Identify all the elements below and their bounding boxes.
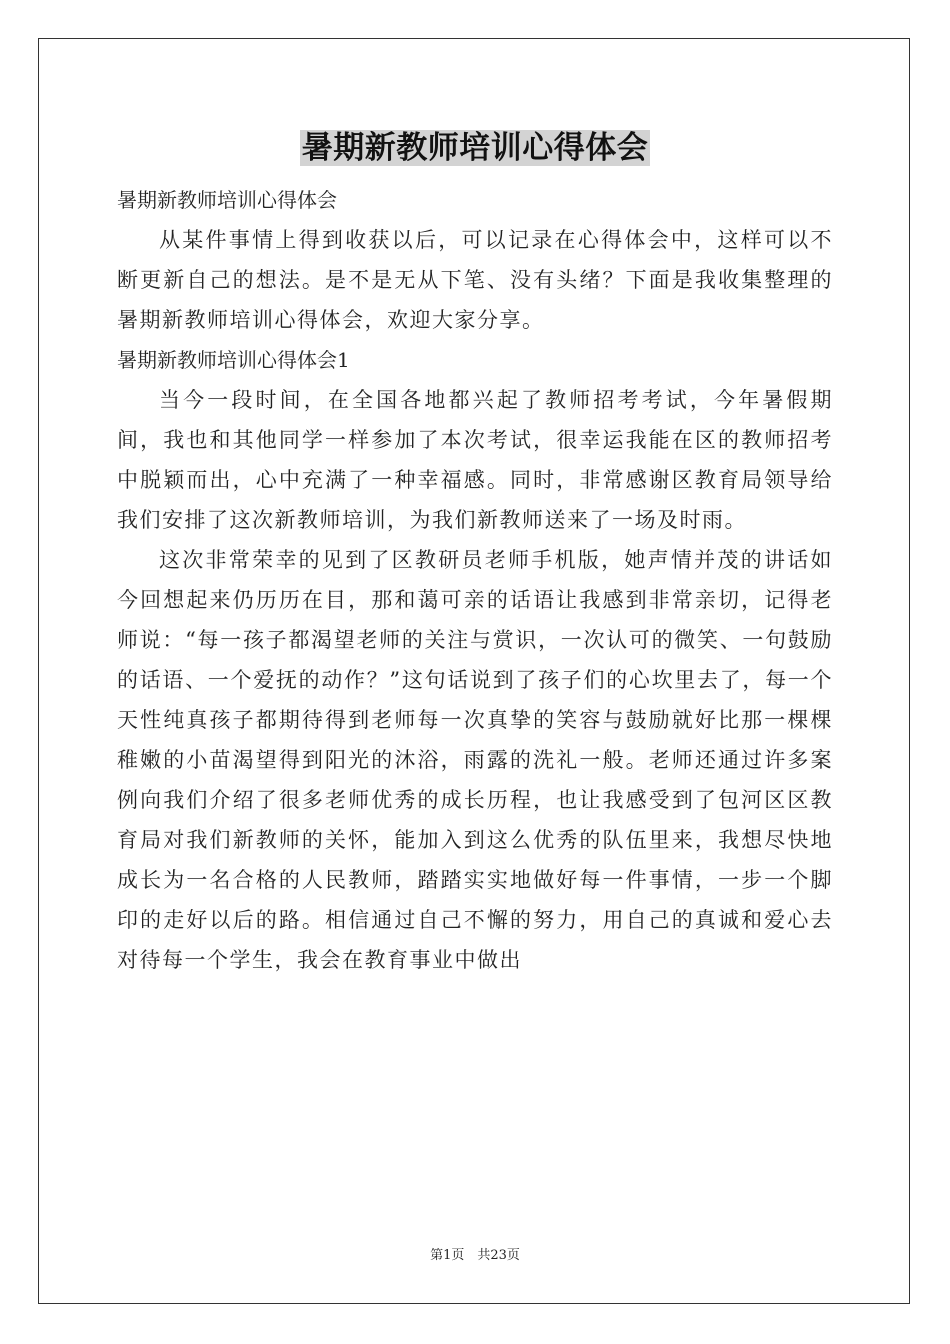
document-title-wrap <box>0 126 950 170</box>
heading-2: 暑期新教师培训心得体会1 <box>117 348 350 372</box>
body-paragraph-2: 这次非常荣幸的见到了区教研员老师手机版，她声情并茂的讲话如今回想起来仍历历在目，那和蔼可亲的话语让我感到非常亲切，记得老师说：“每一孩子都渴望老师的关注与赏识，一次认可的微笑、一句鼓励的话语、一个爱抚的动作？”这句话说到了孩子们的心坎里去了，每一个天性纯真孩子都期待得到老师每一次真挚的笑容与鼓励就好比那一棵棵稚嫩的小苗渴望得到阳光的沐浴，雨露的洗礼一般。老师还通过许多案例向我们介绍了很多老师优秀的成长历程，也让我感受到了包河区区教育局对我们新教师的关怀，能加入到这么优秀的队伍里来，我想尽快地成长为一名合格的人民教师，踏踏实实地做好每一件事情，一步一个脚印的走好以后的路。相信通过自己不懈的努力，用自己的真诚和爱心去对待每一个学生，我会在教育事业中做出 <box>117 548 833 972</box>
intro-paragraph: 从某件事情上得到收获以后，可以记录在心得体会中，这样可以不断更新自己的想法。是不是无从下笔、没有头绪？下面是我收集整理的暑期新教师培训心得体会，欢迎大家分享。 <box>117 228 833 332</box>
heading-1: 暑期新教师培训心得体会 <box>117 188 337 212</box>
document-title: 暑期新教师培训心得体会 <box>301 130 649 166</box>
document-body <box>117 180 833 980</box>
page-footer: 第1页 共23页 <box>430 1248 520 1263</box>
body-paragraph-1: 当今一段时间，在全国各地都兴起了教师招考考试，今年暑假期间，我也和其他同学一样参加了本次考试，很幸运我能在区的教师招考中脱颖而出，心中充满了一种幸福感。同时，非常感谢区教育局领导给我们安排了这次新教师培训，为我们新教师送来了一场及时雨。 <box>117 388 833 532</box>
